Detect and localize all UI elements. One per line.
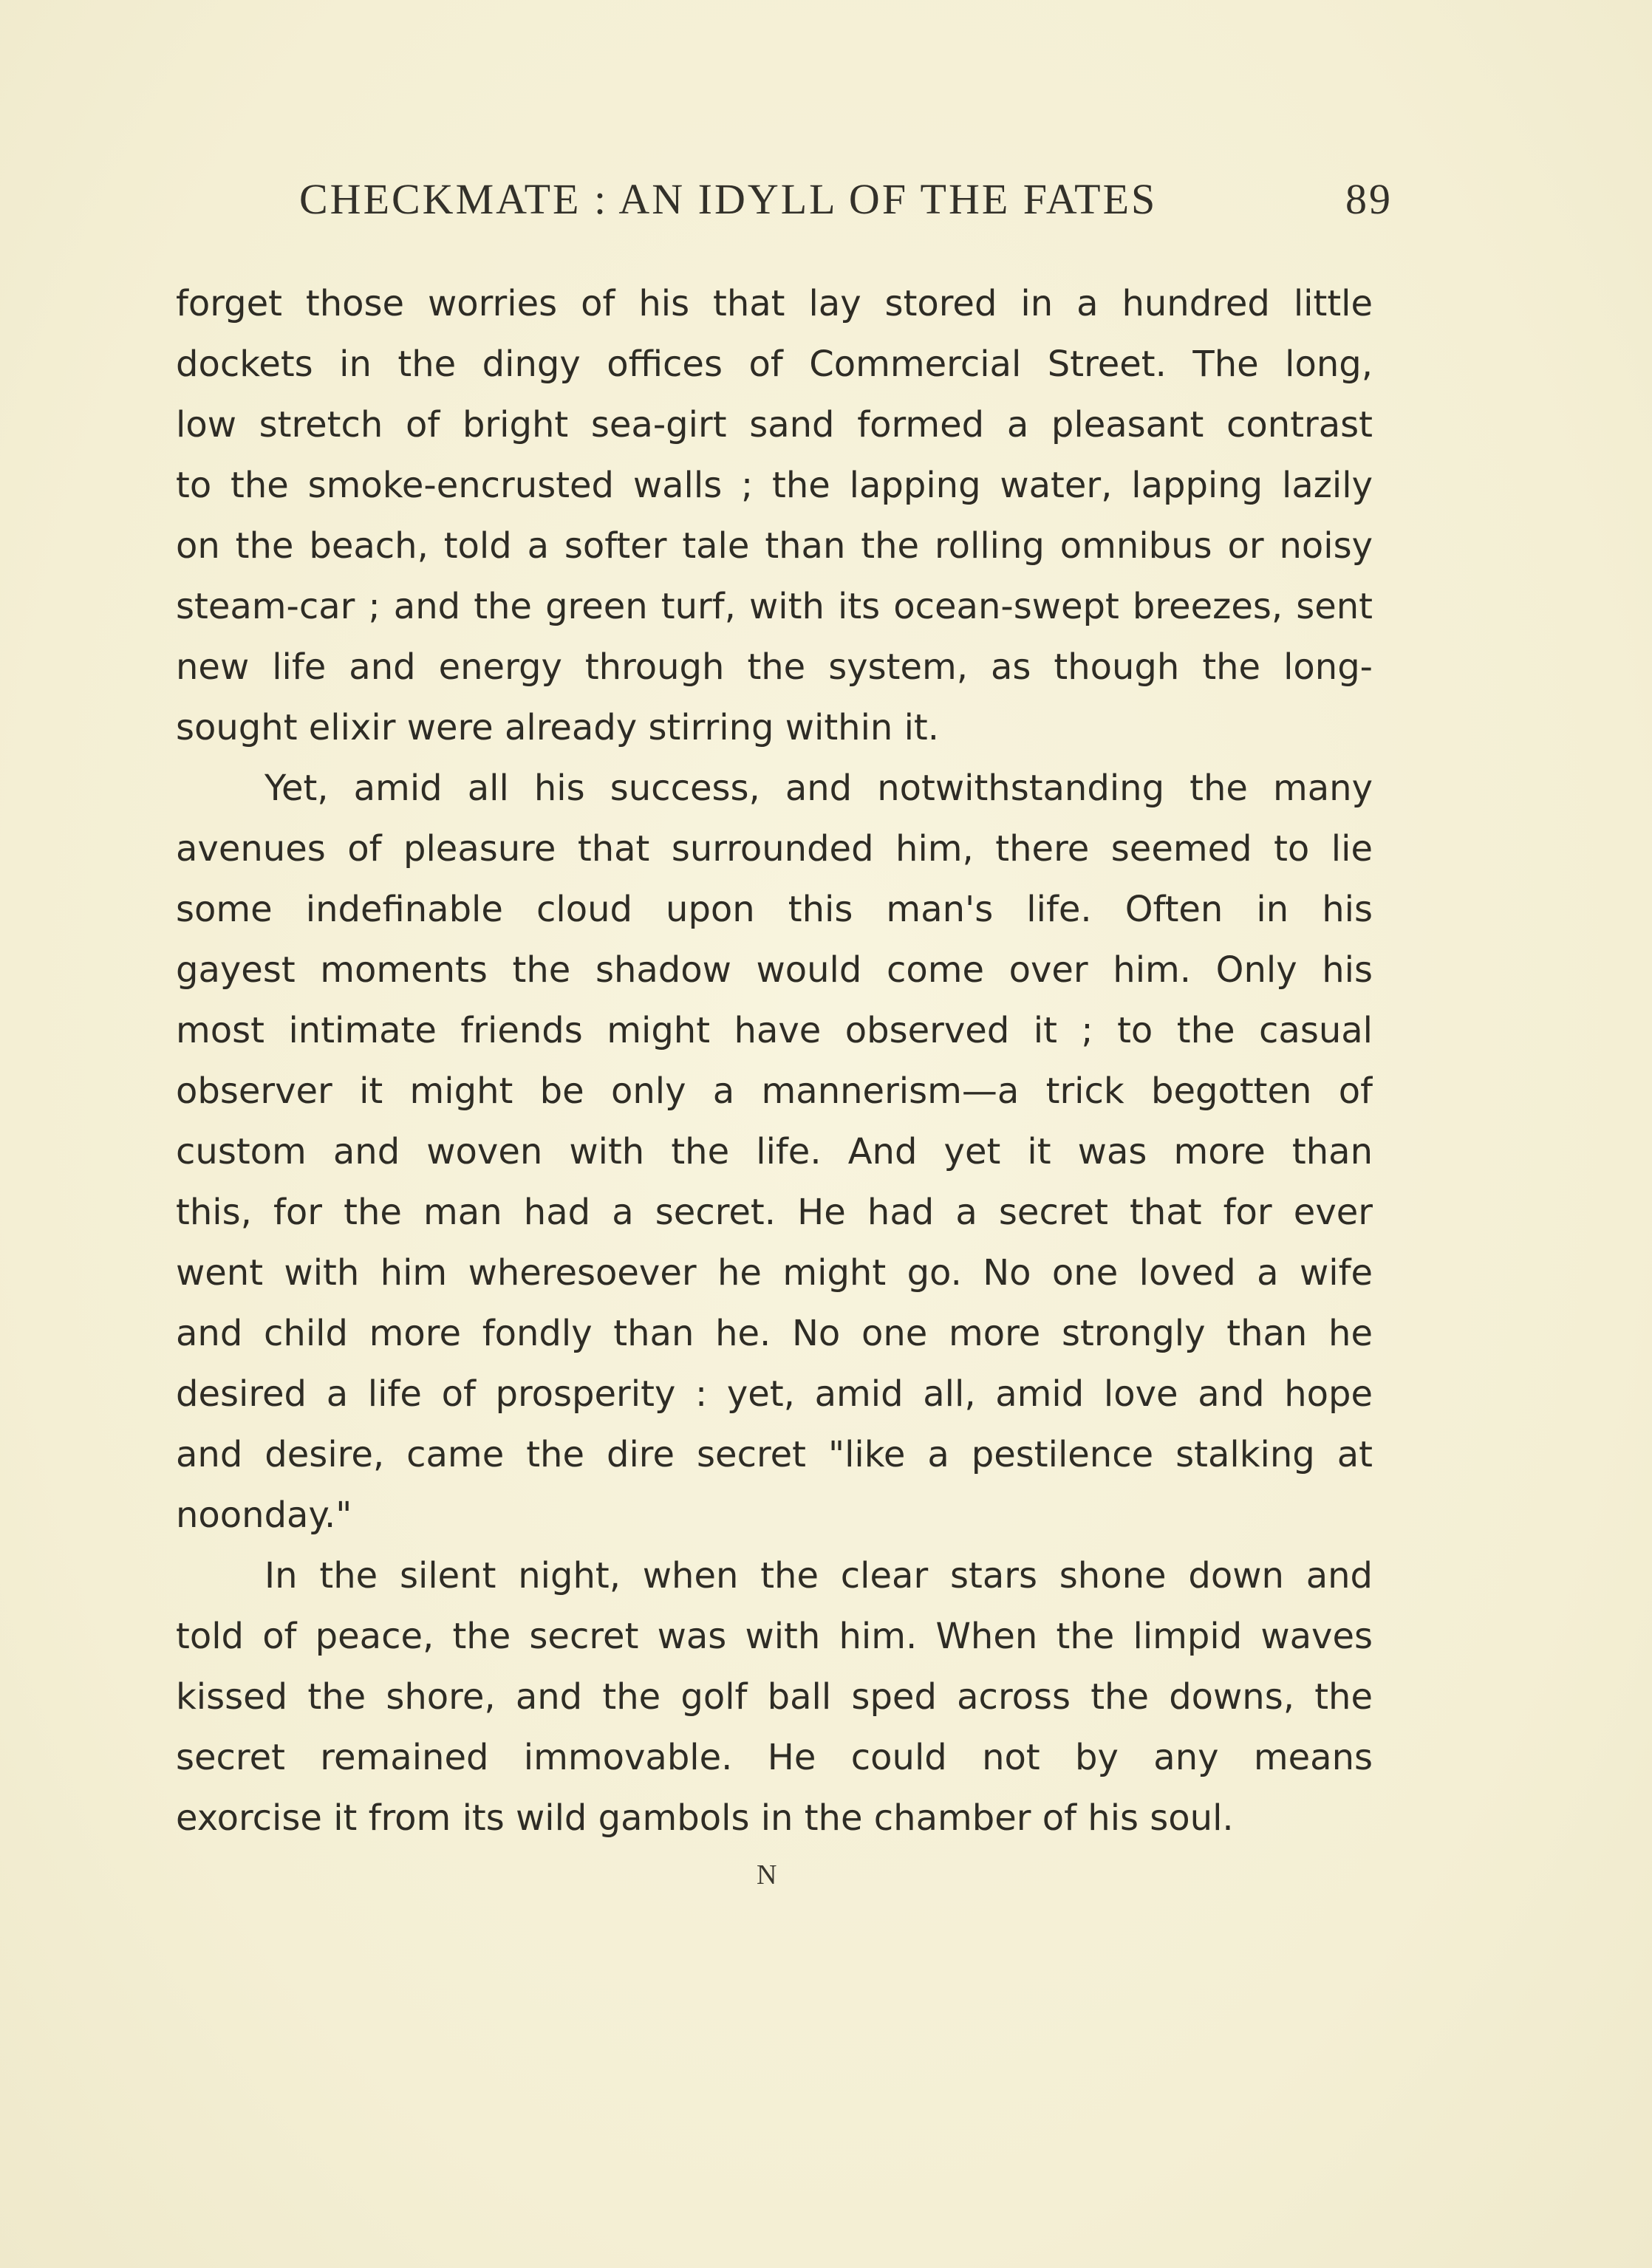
body-text [176, 273, 1373, 1848]
text-line: and child more fondly than he. No one more strongly than he [176, 1313, 1373, 1354]
text-line: sought elixir were already stirring within it. [176, 707, 940, 748]
text-line: and desire, came the dire secret "like a pestilence stalking at [176, 1434, 1373, 1475]
text-line: desired a life of prosperity : yet, amid all, amid love and hope [176, 1373, 1373, 1415]
text-line: most intimate friends might have observed it ; to the casual [176, 1010, 1373, 1051]
text-line: In the silent night, when the clear stars shone down and [264, 1555, 1373, 1596]
text-line: custom and woven with the life. And yet it was more than [176, 1131, 1373, 1172]
text-line: Yet, amid all his success, and notwithstanding the many [264, 768, 1373, 809]
text-line: to the smoke-encrusted walls ; the lapping water, lapping lazily [176, 465, 1373, 506]
text-line: some indefinable cloud upon this man's life. Often in his [176, 889, 1373, 930]
paragraph [176, 273, 1373, 758]
text-line: secret remained immovable. He could not by any means [176, 1737, 1373, 1778]
paragraph [176, 758, 1373, 1545]
paragraph [176, 1545, 1373, 1848]
text-line: observer it might be only a mannerism—a trick begotten of [176, 1070, 1373, 1112]
text-line: low stretch of bright sea-girt sand formed a pleasant contrast [176, 404, 1373, 445]
text-line: exorcise it from its wild gambols in the chamber of his soul. [176, 1797, 1234, 1839]
text-line: told of peace, the secret was with him. When the limpid waves [176, 1616, 1373, 1657]
text-line: steam-car ; and the green turf, with its ocean-swept breezes, sent [176, 586, 1373, 627]
text-line: new life and energy through the system, as though the long- [176, 646, 1373, 688]
text-line: went with him wheresoever he might go. No one loved a wife [176, 1252, 1373, 1294]
text-line: kissed the shore, and the golf ball sped across the downs, the [176, 1676, 1373, 1718]
text-line: gayest moments the shadow would come over him. Only his [176, 949, 1373, 991]
text-line: noonday." [176, 1495, 352, 1536]
signature-mark: N [757, 1859, 777, 1890]
running-title: CHECKMATE : AN IDYLL OF THE FATES [299, 175, 1158, 223]
text-line: avenues of pleasure that surrounded him, there seemed to lie [176, 828, 1373, 870]
text-line: this, for the man had a secret. He had a secret that for ever [176, 1192, 1373, 1233]
running-head [299, 174, 1393, 233]
text-line: dockets in the dingy offices of Commercial Street. The long, [176, 344, 1373, 385]
text-line: forget those worries of his that lay stored in a hundred little [176, 283, 1373, 324]
page-number: 89 [1345, 175, 1393, 223]
text-line: on the beach, told a softer tale than the rolling omnibus or noisy [176, 525, 1373, 567]
